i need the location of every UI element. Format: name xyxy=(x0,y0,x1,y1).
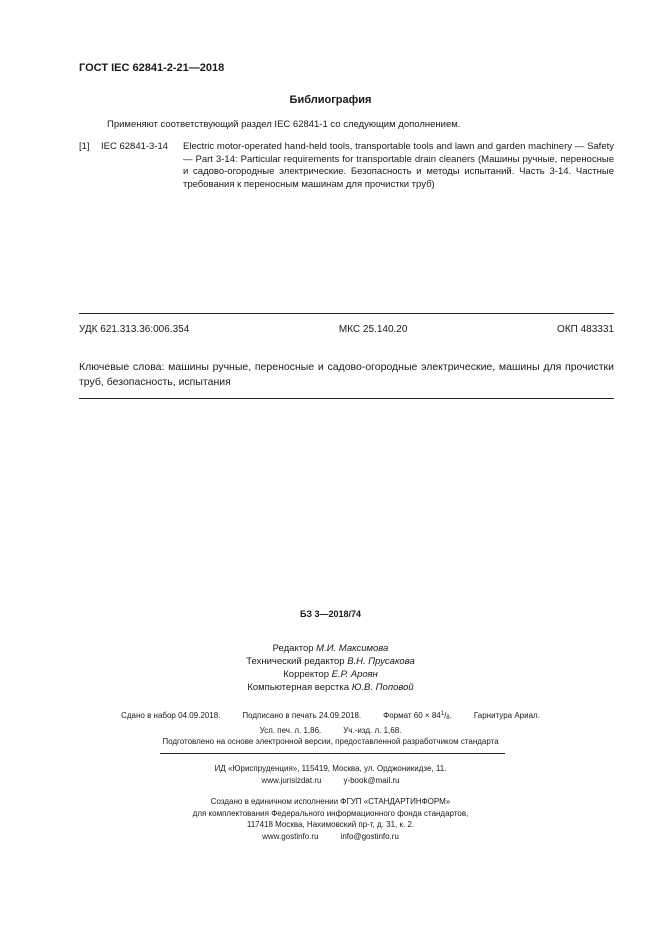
reference-text: Electric motor-operated hand-held tools, transportable tools and lawn and garden machinery — Safety — Part 3-14: Particular requirements for transportable drain cleaners (Машины ручные, переносные и садово-огородные электрические. Безопасность и методы испытаний. Часть 3-14. Частные требования к переносным машинам для прочистки труб) xyxy=(183,141,614,190)
creator-line1: Создано в единичном исполнении ФГУП «СТАНДАРТИНФОРМ» xyxy=(210,797,451,806)
format-suffix: . xyxy=(449,711,452,720)
editor-line xyxy=(0,642,661,655)
tech-editor-name: В.Н. Прусакова xyxy=(347,656,415,667)
standard-code: ГОСТ IEC 62841-2-21—2018 xyxy=(79,62,225,74)
bibliography-intro: Применяют соответствующий раздел IEC 62841-1 со следующим дополнением. xyxy=(107,119,461,130)
bibliography-title: Библиография xyxy=(289,94,372,106)
prepared-note: Подготовлено на основе электронной версии, предоставленной разработчиком стандарта xyxy=(162,737,499,746)
paper-format: Формат $60 \times 84^1/_8$. xyxy=(383,711,452,721)
editor-name: М.И. Максимова xyxy=(316,643,389,654)
print-sheets: Усл. печ. л. 1,86. xyxy=(259,725,322,735)
creator-line2: для комплектования Федерального информационного фонда стандартов, xyxy=(192,808,469,818)
pub-sheets: Уч.-изд. л. 1,68. xyxy=(343,725,402,735)
creator-contacts xyxy=(0,831,661,843)
tech-editor-line xyxy=(0,655,661,668)
typeface: Гарнитура Ариал. xyxy=(473,711,540,720)
publisher-address: ИД «Юриспруденция», 115419, Москва, ул. Орджоникидзе, 11. xyxy=(214,764,447,773)
reference-code: IEC 62841-3-14 xyxy=(101,141,169,152)
divider-top xyxy=(79,313,614,314)
mks-code: МКС 25.140.20 xyxy=(338,324,408,335)
keywords: Ключевые слова: машины ручные, переносные и садово-огородные электрические, машины для прочистки труб, безопасность, испытания xyxy=(79,361,614,388)
signed-date: Подписано в печать 24.09.2018. xyxy=(242,711,362,720)
corrector-name: Е.Р. Ароян xyxy=(331,669,378,680)
print-info-line2 xyxy=(0,725,661,738)
submitted-date: Сдано в набор 04.09.2018. xyxy=(121,711,221,720)
okp-code: ОКП 483331 xyxy=(557,324,614,335)
publisher-block xyxy=(0,763,661,786)
publisher-email-link[interactable]: y-book@mail.ru xyxy=(343,775,400,785)
creator-line3: 117418 Москва, Нахимовский пр-т, д. 31, к. 2. xyxy=(246,820,415,829)
publisher-site-link[interactable]: www.jurisizdat.ru xyxy=(261,775,322,785)
creator-site-link[interactable]: www.gostinfo.ru xyxy=(262,831,319,841)
format-denominator: 8 xyxy=(446,715,450,721)
divider-imprint xyxy=(160,753,505,754)
layout-role: Компьютерная верстка xyxy=(247,682,350,693)
corrector-role: Корректор xyxy=(283,669,329,680)
reference-number: [1] xyxy=(79,141,90,152)
udk-code: УДК 621.313.36:006.354 xyxy=(79,324,190,335)
print-info xyxy=(0,708,661,737)
layout-line xyxy=(0,681,661,694)
print-info-line1 xyxy=(0,708,661,725)
layout-name: Ю.В. Поповой xyxy=(351,682,414,693)
classification-row xyxy=(79,324,614,335)
tech-editor-role: Технический редактор xyxy=(246,656,345,667)
format-prefix: Формат 60 × 84 xyxy=(383,711,441,720)
bz-number: БЗ 3—2018/74 xyxy=(299,609,362,619)
editors-block xyxy=(0,642,661,694)
divider-bottom xyxy=(79,398,614,399)
publisher-contacts xyxy=(0,775,661,787)
format-numerator: 1 xyxy=(440,711,445,717)
editor-role: Редактор xyxy=(272,643,314,654)
creator-block xyxy=(0,796,661,842)
corrector-line xyxy=(0,668,661,681)
creator-email-link[interactable]: info@gostinfo.ru xyxy=(340,831,399,841)
